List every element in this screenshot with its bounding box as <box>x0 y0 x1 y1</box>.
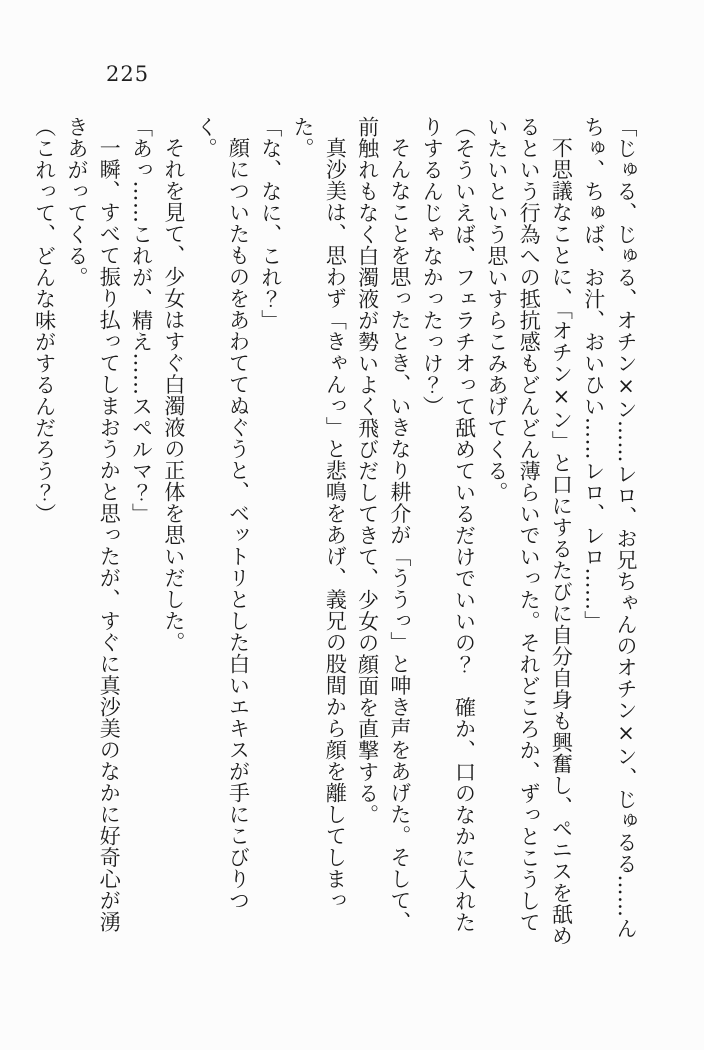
paragraph-dialogue: 「あっ……これが、精え……スペルマ？」 <box>129 116 154 525</box>
paragraph-narration: それを見て、少女はすぐ白濁液の正体を思いだした。 <box>161 137 186 653</box>
paragraph-narration: そんなことを思ったとき、いきなり耕介が「ううっ」と呻き声をあげた。そして、前触れもなく白濁液が勢いよく飛びだしてきて、少女の顔面を直撃する。 <box>355 116 412 933</box>
paragraph-narration: 顔についたものをあわててぬぐうと、ベットリとした白いエキスが手にこびりつく。 <box>194 116 251 911</box>
vertical-text-block <box>32 116 642 952</box>
paragraph-thought: （これって、どんな味がするんだろう？） <box>32 116 57 525</box>
paragraph-narration: 一瞬、すべて振り払ってしまおうかと思ったが、すぐに真沙美のなかに好奇心が湧きあがってくる。 <box>64 116 122 933</box>
page-number: 225 <box>106 62 150 86</box>
paragraph-thought: （そういえば、フェラチオって舐めているだけでいいの？ 確か、口のなかに入れたりするんじゃなかったっけ？） <box>420 116 477 933</box>
paragraph-narration: 真沙美は、思わず「きゃんっ」と悲鳴をあげ、義兄の股間から顔を離してしまった。 <box>291 116 348 911</box>
paragraph-narration: 不思議なことに、「オチン×ン」と口にするたびに自分自身も興奮し、ペニスを舐めるという行為への抵抗感もどんどん薄らいでいった。それどころか、ずっとこうしていたいという思いすらこみあげてくる。 <box>484 116 574 947</box>
paragraph-dialogue: 「な、なに、これ？」 <box>258 116 283 331</box>
paragraph-dialogue: 「じゅる、じゅる、オチン×ン……レロ、お兄ちゃんのオチン×ン、じゅるる……んちゅ、ちゅば、お汁、おいひい……レロ、レロ……」 <box>581 116 638 939</box>
